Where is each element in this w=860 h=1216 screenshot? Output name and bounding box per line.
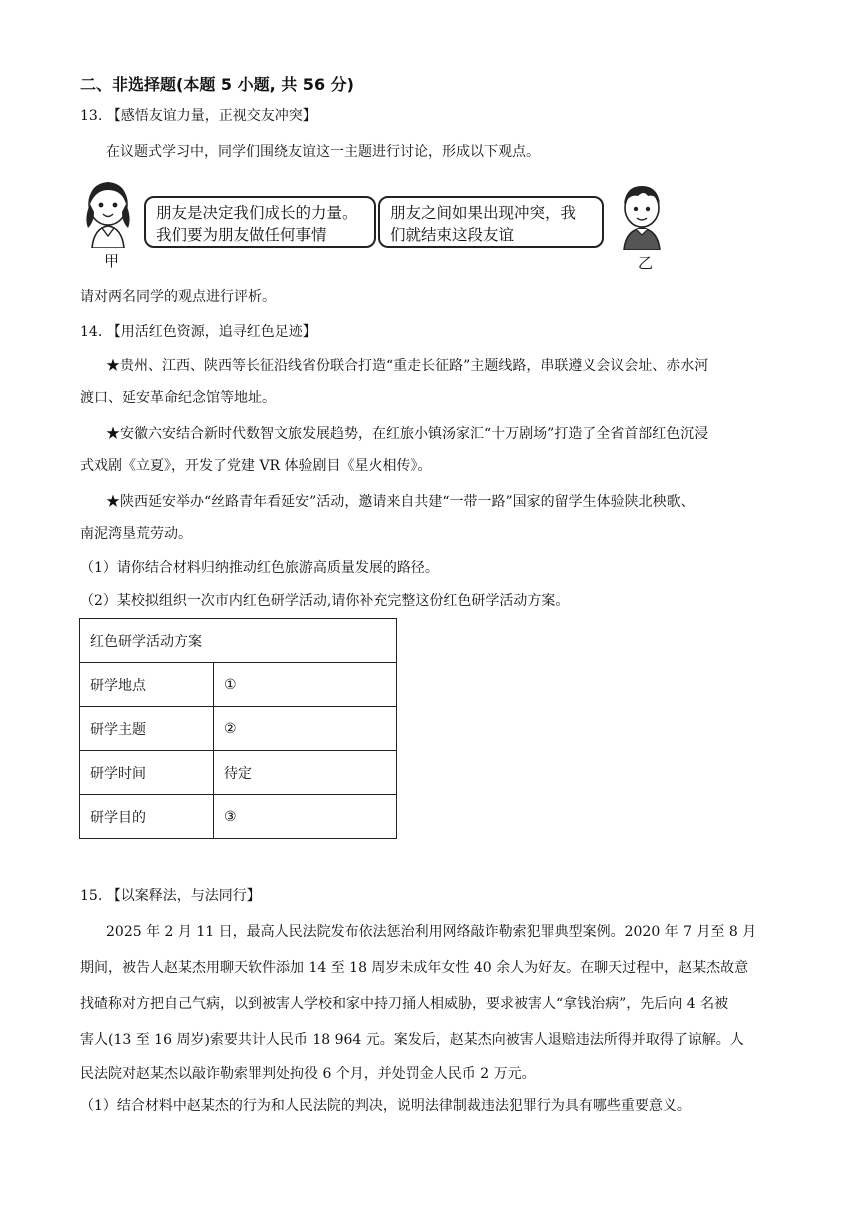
q14-item2-line2: 式戏剧《立夏》，开发了党建 VR 体验剧目《星火相传》。	[80, 458, 432, 474]
q15-title: 15. 【以案释法，与法同行】	[80, 888, 261, 904]
section-heading: 二、非选择题(本题 5 小题, 共 56 分)	[80, 75, 354, 94]
bubble-jia-line-1: 朋友是决定我们成长的力量。	[156, 204, 358, 222]
table-label-cell: 研学主题	[80, 707, 214, 751]
q15-sub1: （1）结合材料中赵某杰的行为和人民法院的判决，说明法律制裁违法犯罪行为具有哪些重要意义。	[80, 1098, 691, 1114]
student-jia-icon	[82, 178, 142, 248]
q14-title: 14. 【用活红色资源，追寻红色足迹】	[80, 324, 317, 340]
bubble-jia-line-2: 我们要为朋友做任何事情	[156, 226, 327, 244]
q14-sub2: （2）某校拟组织一次市内红色研学活动,请你补充完整这份红色研学活动方案。	[80, 593, 570, 609]
q14-item1-line1: ★贵州、江西、陕西等长征沿线省份联合打造“重走长征路”主题线路，串联遵义会议会址、赤水河	[106, 358, 709, 374]
table-row	[80, 619, 397, 663]
table-label-cell: 研学目的	[80, 795, 214, 839]
q13-illustration	[82, 178, 694, 270]
q14-item2-line1: ★安徽六安结合新时代数智文旅发展趋势，在红旅小镇汤家汇“十万剧场”打造了全省首部红色沉浸	[106, 426, 709, 442]
q15-para-line2: 期间，被告人赵某杰用聊天软件添加 14 至 18 周岁未成年女性 40 余人为好友。在聊天过程中，赵某杰故意	[80, 960, 749, 976]
table-row	[80, 707, 397, 751]
q15-para-line3: 找碴称对方把自己气病，以到被害人学校和家中持刀捅人相威胁，要求被害人“拿钱治病”，先后向 4 名被	[80, 996, 729, 1012]
table-row	[80, 751, 397, 795]
table-value-cell: ①	[214, 663, 397, 707]
table-label-cell: 研学时间	[80, 751, 214, 795]
q13-intro: 在议题式学习中，同学们围绕友谊这一主题进行讨论，形成以下观点。	[106, 144, 540, 160]
q14-item3-line1: ★陕西延安举办“丝路青年看延安”活动，邀请来自共建“一带一路”国家的留学生体验陕北秧歌、	[106, 494, 695, 510]
q14-item1-line2: 渡口、延安革命纪念馆等地址。	[80, 390, 276, 406]
table-row	[80, 795, 397, 839]
speech-bubble-yi	[378, 196, 604, 248]
table-value-cell: 待定	[214, 751, 397, 795]
student-yi-icon	[612, 180, 672, 250]
q13-title: 13. 【感悟友谊力量，正视交友冲突】	[80, 108, 317, 124]
q15-para-line4: 害人(13 至 16 周岁)索要共计人民币 18 964 元。案发后，赵某杰向被害人退赔违法所得并取得了谅解。人	[80, 1032, 744, 1048]
table-value-cell: ③	[214, 795, 397, 839]
table-value-cell: ②	[214, 707, 397, 751]
q15-para-line1: 2025 年 2 月 11 日，最高人民法院发布依法惩治利用网络敲诈勒索犯罪典型案例。2020 年 7 月至 8 月	[106, 924, 757, 940]
q15-para-line5: 民法院对赵某杰以敲诈勒索罪判处拘役 6 个月，并处罚金人民币 2 万元。	[80, 1066, 536, 1082]
bubble-yi-line-2: 们就结束这段友谊	[390, 226, 515, 244]
q14-item3-line2: 南泥湾垦荒劳动。	[80, 526, 192, 542]
label-yi: 乙	[638, 254, 654, 272]
q13-question: 请对两名同学的观点进行评析。	[80, 289, 276, 305]
speech-bubble-jia	[144, 196, 376, 248]
research-plan-table	[79, 618, 397, 839]
bubble-yi-line-1: 朋友之间如果出现冲突，我	[390, 204, 577, 222]
q14-sub1: （1）请你结合材料归纳推动红色旅游高质量发展的路径。	[80, 560, 439, 576]
label-jia: 甲	[104, 252, 120, 270]
table-row	[80, 663, 397, 707]
table-label-cell: 研学地点	[80, 663, 214, 707]
table-header-cell: 红色研学活动方案	[80, 619, 397, 663]
